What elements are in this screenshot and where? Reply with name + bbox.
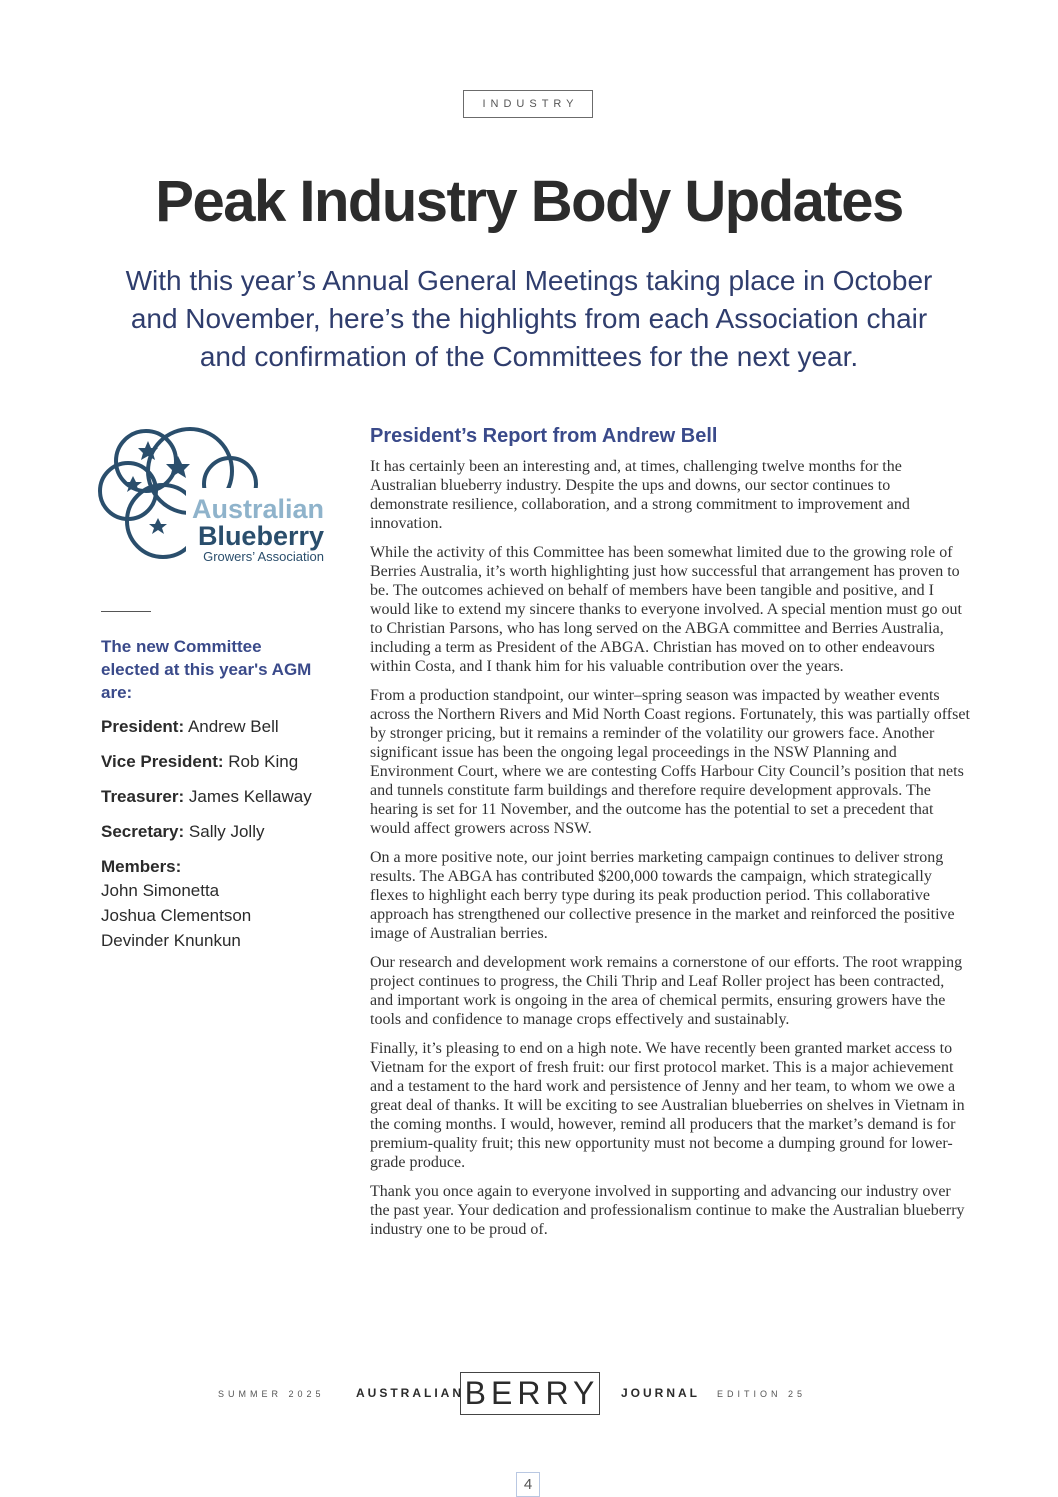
- role-name: Andrew Bell: [187, 717, 279, 736]
- article-paragraph: Finally, it’s pleasing to end on a high note. We have recently been granted market access to Vietnam for the export of fresh fruit: our first protocol market. This is a major achievement and a testament to the hard work and persistence of Jenny and her team, to whom we owe a great deal of thanks. It will be exciting to see Australian blueberries on shelves in Vietnam in the coming months. I would, however, remind all producers that the market’s demand is for premium-quality fruit; this new opportunity must not become a dumping ground for lower-grade produce.: [370, 1040, 965, 1171]
- footer-journal: JOURNAL: [621, 1386, 701, 1400]
- article-paragraph: It has certainly been an interesting and, at times, challenging twelve months for the Australian blueberry industry. Despite the ups and downs, our sector continues to demonstrate resilience, collaboration, and a strong commitment to improvement and innovation.: [370, 458, 910, 532]
- article-paragraph: On a more positive note, our joint berries marketing campaign continues to deliver strong results. The ABGA has contributed $200,000 towards the campaign, which strategically flexes to highlight each berry type during its peak production period. This collaborative approach has strengthened our collective presence in the market and reinforced the positive image of Australian berries.: [370, 849, 955, 942]
- role-name: Rob King: [228, 752, 299, 771]
- presidents-report: [370, 425, 970, 1249]
- role-label: President:: [101, 717, 185, 736]
- page-footer: [0, 1372, 1058, 1416]
- role-label: Secretary:: [101, 822, 185, 841]
- logo-line-3: Growers’ Association: [203, 549, 324, 564]
- section-tag: INDUSTRY: [463, 90, 593, 118]
- committee-role-row: [101, 716, 341, 738]
- member-name: Joshua Clementson: [101, 906, 252, 925]
- abga-logo: [98, 426, 330, 566]
- blueberry-cluster-icon: [98, 426, 330, 566]
- logo-line-2: Blueberry: [197, 521, 324, 551]
- member-name: John Simonetta: [101, 881, 220, 900]
- committee-role-row: [101, 751, 341, 773]
- article-paragraph: Thank you once again to everyone involved in supporting and advancing our industry over the past year. Your dedication and professionalism continue to make the Australian blueberry industry one to be proud of.: [370, 1183, 965, 1238]
- committee-heading: The new Committee elected at this year's AGM are:: [101, 637, 312, 702]
- role-name: Sally Jolly: [188, 822, 265, 841]
- role-label: Vice President:: [101, 752, 224, 771]
- member-name: Devinder Knunkun: [101, 931, 241, 950]
- footer-australian: AUSTRALIAN: [356, 1386, 464, 1400]
- committee-list: [101, 716, 341, 953]
- footer-berry-logo: BERRY: [460, 1372, 600, 1415]
- logo-line-1: Australian: [191, 494, 324, 524]
- committee-role-row: [101, 821, 341, 843]
- page-number: 4: [516, 1472, 540, 1497]
- intro-text: With this year’s Annual General Meetings taking place in October and November, here’s the highlights from each Association chair and confirmation of the Committees for the next year.: [125, 265, 933, 372]
- members-label: Members:: [101, 857, 182, 876]
- page-title: Peak Industry Body Updates: [155, 169, 903, 234]
- divider: [101, 611, 151, 612]
- role-name: James Kellaway: [188, 787, 312, 806]
- article-paragraph: While the activity of this Committee has been somewhat limited due to the growing role of Berries Australia, it’s worth highlighting just how successful that arrangement has proven to be. The outcomes achieved on behalf of members have been tangible and positive, and I would like to extend my sincere thanks to everyone involved. A special mention must go out to Christian Parsons, who has long served on the ABGA committee and Berries Australia, including a term as President of the ABGA. Christian has moved on to other endeavours within Costa, and I thank him for his valuable contribution over the years.: [370, 544, 962, 675]
- footer-season: SUMMER 2025: [218, 1389, 325, 1399]
- committee-role-row: [101, 786, 341, 808]
- role-label: Treasurer:: [101, 787, 185, 806]
- article-heading: President’s Report from Andrew Bell: [370, 425, 718, 447]
- article-paragraph: Our research and development work remains a cornerstone of our efforts. The root wrapping project continues to progress, the Chili Thrip and Leaf Roller project has been contracted, and important work is ongoing in the area of chemical permits, ensuring growers have the tools and confidence to manage crops effectively and sustainably.: [370, 954, 963, 1028]
- article-paragraph: From a production standpoint, our winter–spring season was impacted by weather events across the Northern Rivers and Mid North Coast regions. Fortunately, this was partially offset by stronger pricing, but it remains a reminder of the volatility our growers face. Another significant issue has been the ongoing legal proceedings in the NSW Planning and Environment Court, where we are contesting Coffs Harbour City Council’s position that nets and tunnels constitute farm buildings and therefore require development approvals. The hearing is set for 11 November, and the outcome has the potential to set a precedent that would affect growers across NSW.: [370, 687, 970, 837]
- footer-edition: EDITION 25: [717, 1389, 807, 1399]
